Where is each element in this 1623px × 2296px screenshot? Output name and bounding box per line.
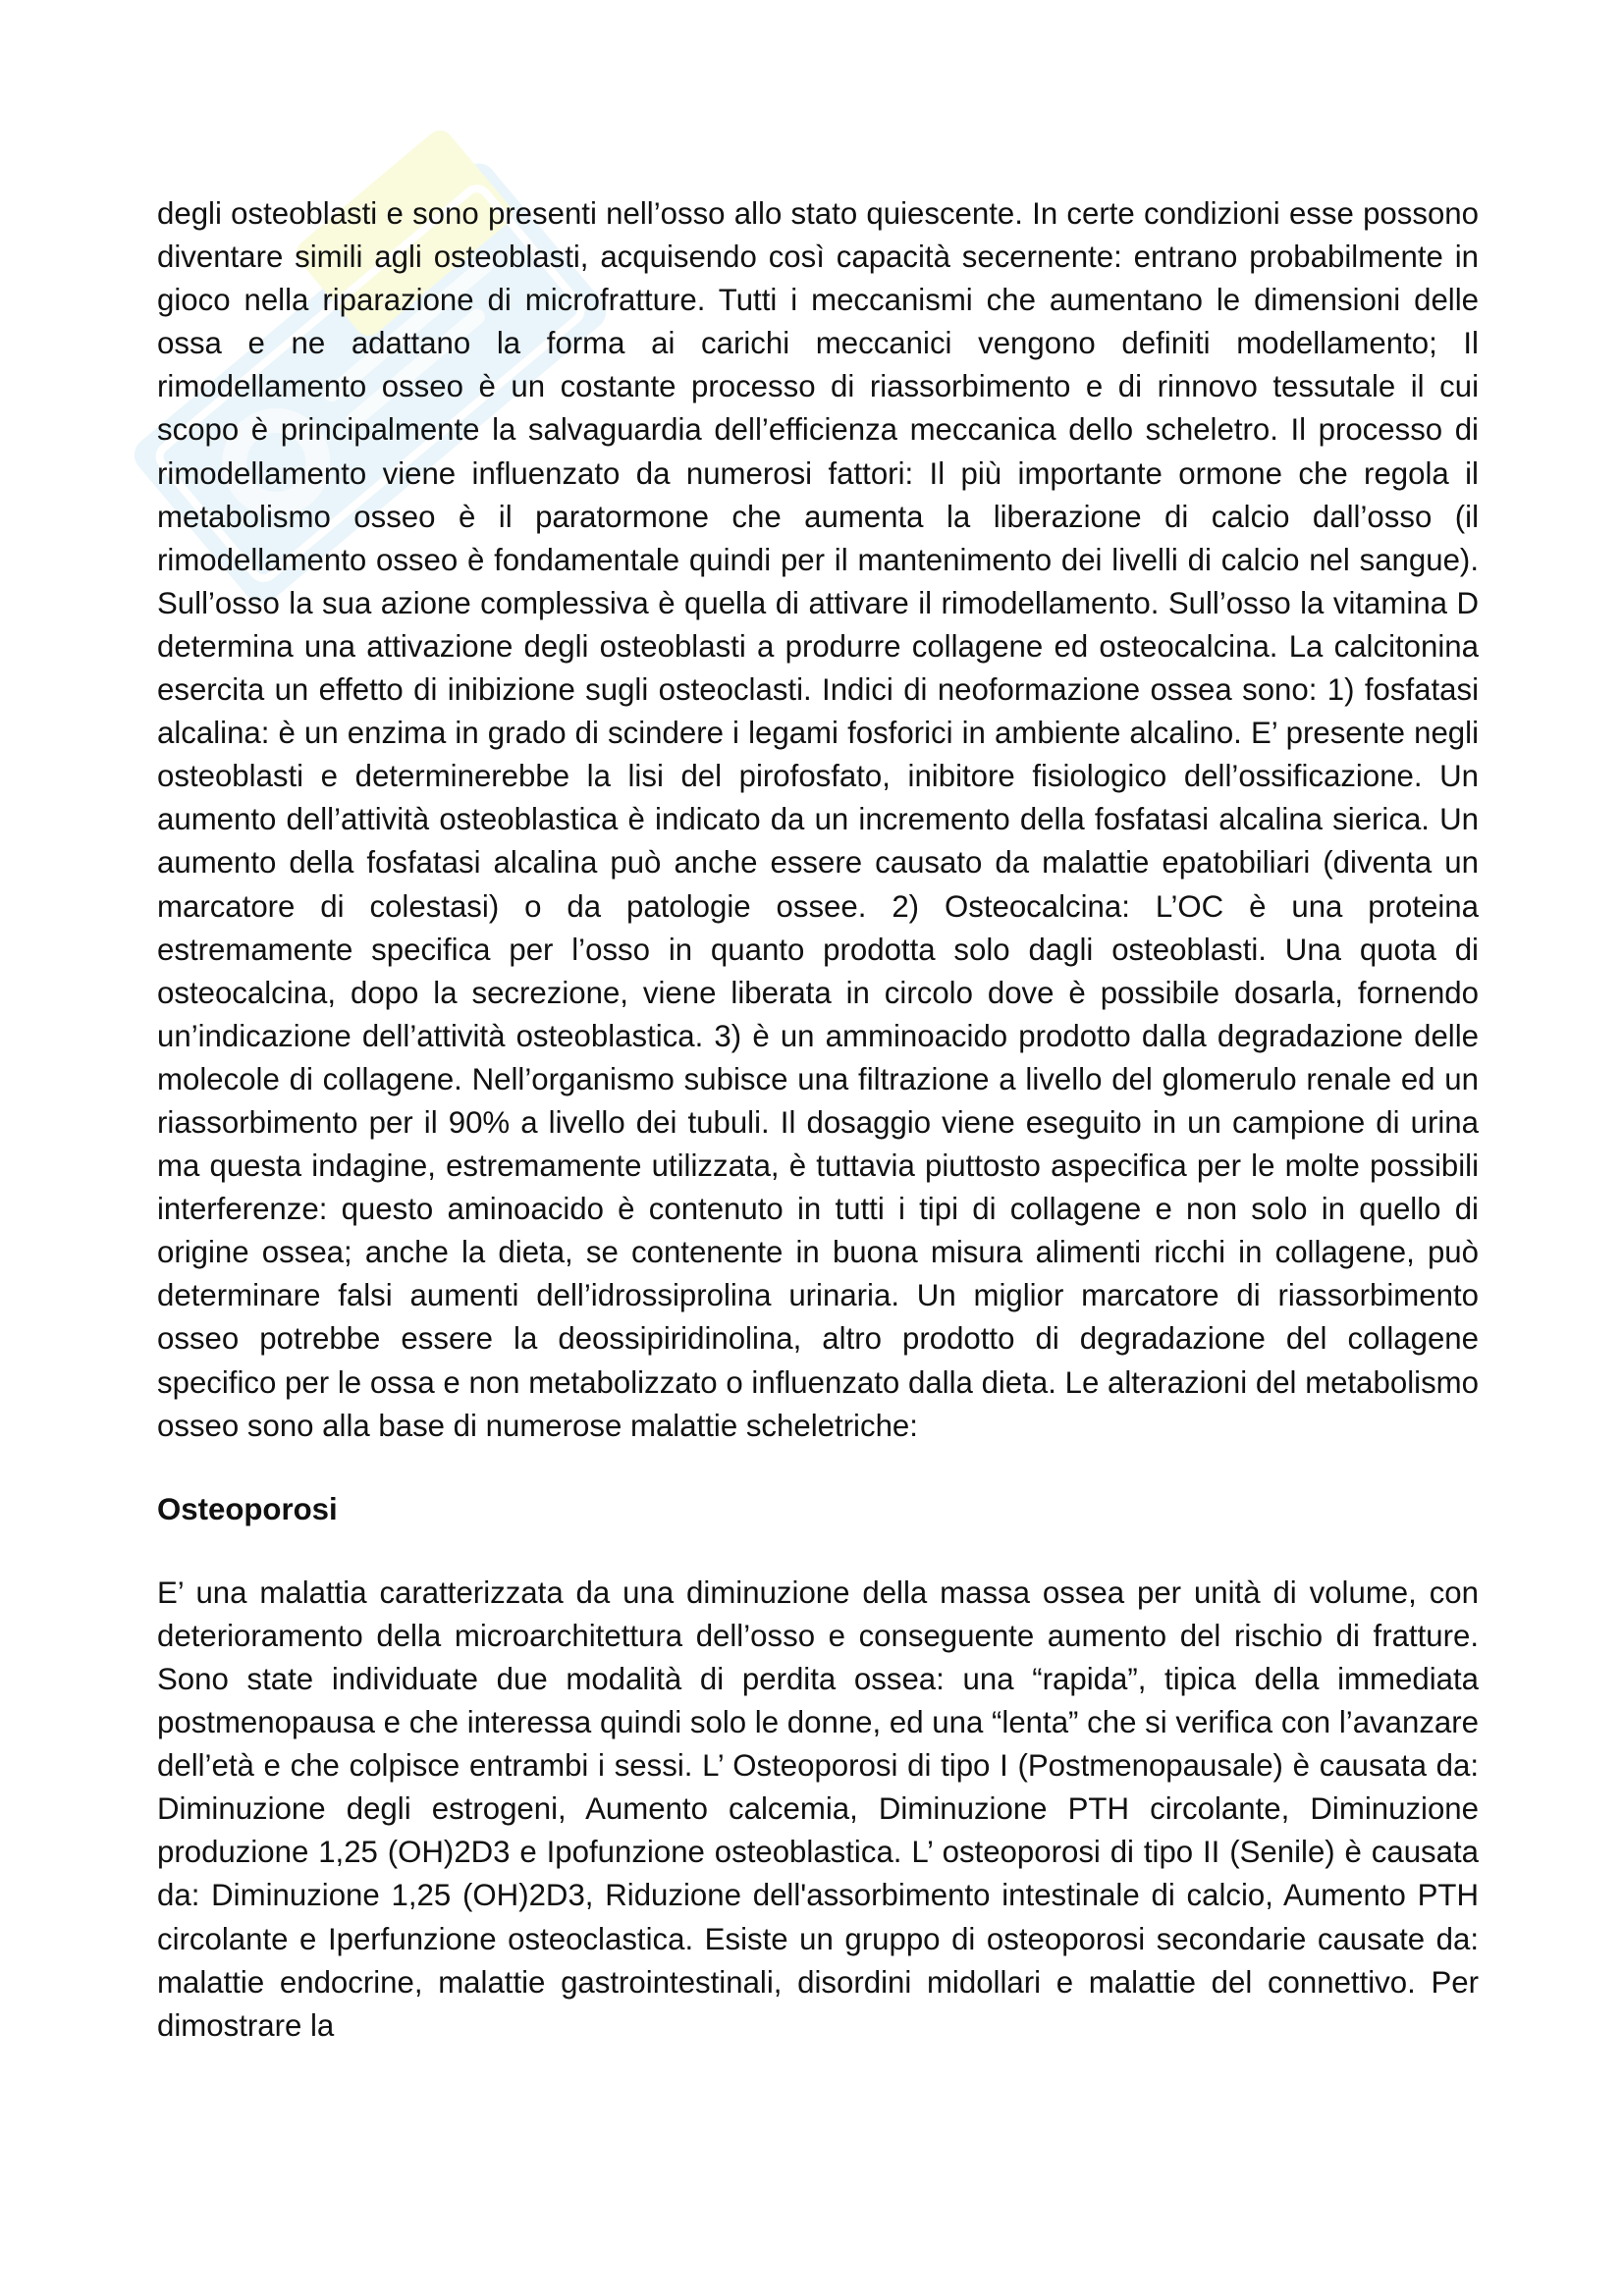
document-body: [157, 192, 1479, 2048]
section-heading-osteoporosi: Osteoporosi: [157, 1491, 338, 1526]
body-paragraph: degli osteoblasti e sono presenti nell’osso allo stato quiescente. In certe condizioni esse possono diventare simili agli osteoblasti, acquisendo così capacità secernente: entrano probabilmente in gioco nella riparazione di microfratture. Tutti i meccanismi che aumentano le dimensioni delle ossa e ne adattano la forma ai carichi meccanici vengono definiti modellamento; Il rimodellamento osseo è un costante processo di riassorbimento e di rinnovo tessutale il cui scopo è principalmente la salvaguardia dell’efficienza meccanica dello scheletro. Il processo di rimodellamento viene influenzato da numerosi fattori: Il più importante ormone che regola il metabolismo osseo è il paratormone che aumenta la liberazione di calcio dall’osso (il rimodellamento osseo è fondamentale quindi per il mantenimento dei livelli di calcio nel sangue). Sull’osso la sua azione complessiva è quella di attivare il rimodellamento. Sull’osso la vitamina D determina una attivazione degli osteoblasti a produrre collagene ed osteocalcina. La calcitonina esercita un effetto di inibizione sugli osteoclasti. Indici di neoformazione ossea sono: 1) fosfatasi alcalina: è un enzima in grado di scindere i legami fosforici in ambiente alcalino. E’ presente negli osteoblasti e determinerebbe la lisi del pirofosfato, inibitore fisiologico dell’ossificazione. Un aumento dell’attività osteoblastica è indicato da un incremento della fosfatasi alcalina sierica. Un aumento della fosfatasi alcalina può anche essere causato da malattie epatobiliari (diventa un marcatore di colestasi) o da patologie ossee. 2) Osteocalcina: L’OC è una proteina estremamente specifica per l’osso in quanto prodotta solo dagli osteoblasti. Una quota di osteocalcina, dopo la secrezione, viene liberata in circolo dove è possibile dosarla, fornendo un’indicazione dell’attività osteoblastica. 3) è un amminoacido prodotto dalla degradazione delle molecole di collagene. Nell’organismo subisce una filtrazione a livello del glomerulo renale ed un riassorbimento per il 90% a livello dei tubuli. Il dosaggio viene eseguito in un campione di urina ma questa indagine, estremamente utilizzata, è tuttavia piuttosto aspecifica per le molte possibili interferenze: questo aminoacido è contenuto in tutti i tipi di collagene e non solo in quello di origine ossea; anche la dieta, se contenente in buona misura alimenti ricchi in collagene, può determinare falsi aumenti dell’idrossiprolina urinaria. Un miglior marcatore di riassorbimento osseo potrebbe essere la deossipiridinolina, altro prodotto di degradazione del collagene specifico per le ossa e non metabolizzato o influenzato dalla dieta. Le alterazioni del metabolismo osseo sono alla base di numerose malattie scheletriche:: [157, 196, 1479, 1443]
body-paragraph: E’ una malattia caratterizzata da una diminuzione della massa ossea per unità di volume, con deterioramento della microarchitettura dell’osso e conseguente aumento del rischio di fratture. Sono state individuate due modalità di perdita ossea: una “rapida”, tipica della immediata postmenopausa e che interessa quindi solo le donne, ed una “lenta” che si verifica con l’avanzare dell’età e che colpisce entrambi i sessi. L’ Osteoporosi di tipo I (Postmenopausale) è causata da: Diminuzione degli estrogeni, Aumento calcemia, Diminuzione PTH circolante, Diminuzione produzione 1,25 (OH)2D3 e Ipofunzione osteoblastica. L’ osteoporosi di tipo II (Senile) è causata da: Diminuzione 1,25 (OH)2D3, Riduzione dell'assorbimento intestinale di calcio, Aumento PTH circolante e Iperfunzione osteoclastica. Esiste un gruppo di osteoporosi secondarie causate da: malattie endocrine, malattie gastrointestinali, disordini midollari e malattie del connettivo. Per dimostrare la: [157, 1575, 1479, 2043]
